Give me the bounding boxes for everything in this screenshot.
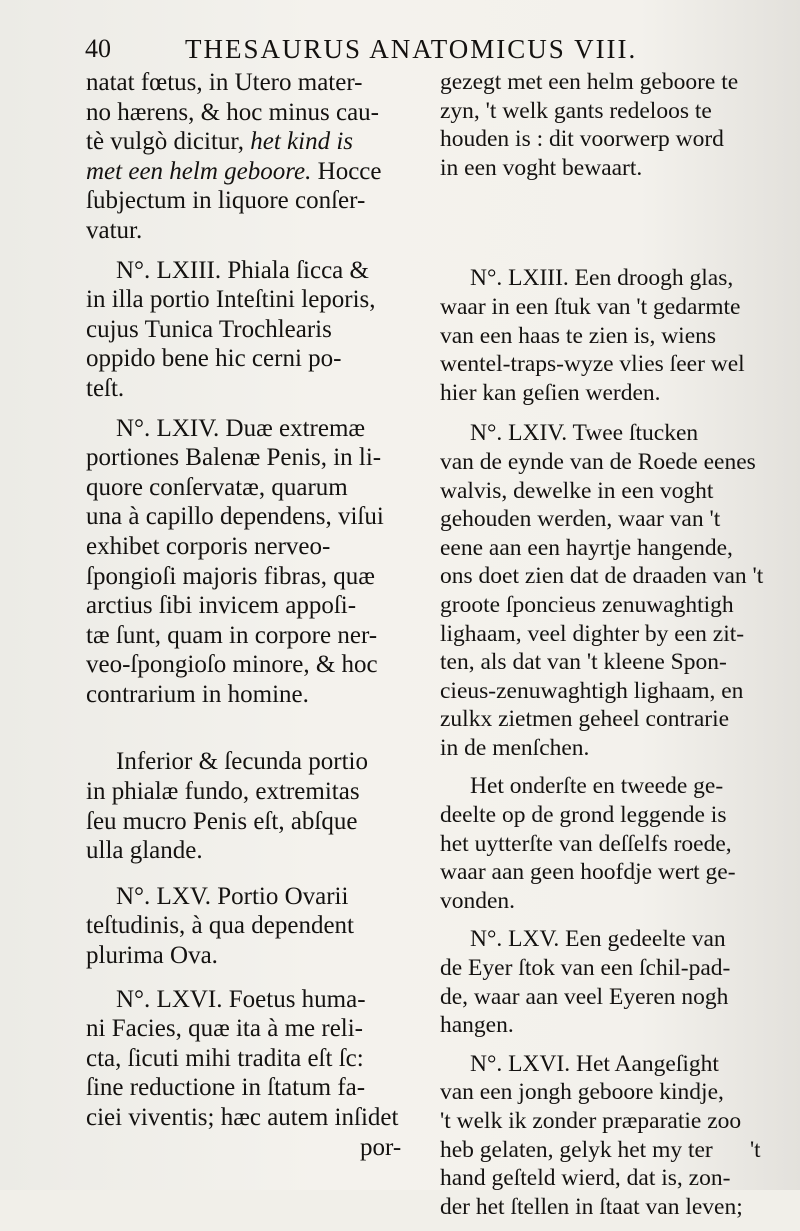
text-line: van de eynde van de Roede eenes [440,448,756,475]
text-line: van een haas te zien is, wiens [440,322,717,349]
text-line: N°. LXIV. Twee ſtucken [470,420,699,447]
italic-text: het kind is [250,128,354,156]
text-line: ciei viventis; hæc autem inſidet [86,1104,399,1131]
text-line: van een jongh geboore kindje, [440,1079,724,1106]
text-line: in een voght bewaart. [440,154,643,181]
text-line: Het onderſte en tweede ge- [470,773,724,800]
text-line: lighaam, veel dighter by een zit- [440,620,745,647]
text-line: zulkx zietmen geheel contrarie [440,706,730,733]
text-line: ulla glande. [86,837,203,865]
text-line: de, waar aan veel Eyeren nogh [440,983,729,1010]
dutch-paragraph-intro [440,68,770,182]
text-line: N°. LXIV. Duæ extremæ [116,414,366,442]
paragraph-gap [86,719,416,747]
text-line: 't welk ik zonder præparatie zoo [440,1108,742,1134]
text-line: waar aan geen hoofdje wert ge- [440,859,736,886]
text-line: deelte op de grond leggende is [440,802,727,829]
text-line: ni Facies, quæ ita à me reli- [86,1015,364,1043]
running-title: THESAURUS ANATOMICUS VIII. [185,34,638,64]
text-line: N°. LXV. Een gedeelte van [470,926,726,953]
text-line: de Eyer ſtok van een ſchil-pad- [440,955,731,982]
text-line: in de menſchen. [440,734,590,761]
latin-entry-63 [86,256,416,404]
text-line: contrarium in homine. [86,680,309,708]
latin-entry-65 [86,882,416,971]
text-line: groote ſponcieus zenuwaghtigh [440,591,734,618]
text-line: houden is : dit voorwerp word [440,126,724,153]
text-line: gezegt met een helm geboore te [440,69,739,95]
text-line: ſpongioſi majoris fibras, quæ [86,562,375,590]
text-line: vatur. [86,216,143,244]
dutch-entry-64 [440,419,770,762]
text-line: cieus-zenuwaghtigh lighaam, en [440,677,744,704]
latin-entry-64 [86,414,416,710]
text-line: oppido bene hic cerni po- [86,345,342,373]
text-line: waar in een ſtuk van 't gedarmte [440,293,741,320]
text-line: portiones Balenæ Penis, in li- [86,444,382,472]
text-line: het uytterſte van deſſelfs roede, [440,830,732,857]
italic-text: met een helm geboore. [86,157,312,185]
page-number: 40 [85,34,111,63]
text-line: wentel-traps-wyze vlies ſeer wel [440,351,745,378]
text-line: heb gelaten, gelyk het my ter [440,1136,713,1163]
text-line: cujus Tunica Trochlearis [86,315,332,343]
latin-paragraph-intro [86,68,416,246]
text-line: gehouden werden, waar van 't [440,506,721,533]
dutch-entry-66 [440,1050,770,1222]
text-line: plurima Ova. [86,942,218,970]
text-line: Inferior & ſecunda portio [116,748,368,776]
text-line: eene aan een hayrtje hangende, [440,534,733,561]
text-line: zyn, 't welk gants redeloos te [440,97,712,124]
dutch-entry-63 [440,264,770,407]
text-line: N°. LXVI. Foetus huma- [116,985,366,1013]
text-line: ten, als dat van 't kleene Spon- [440,649,727,676]
text-line: in phialæ fundo, extremitas [86,778,360,806]
text-line: cta, ſicuti mihi tradita eſt ſc: [86,1044,364,1072]
text-fragment: Hocce [317,157,382,185]
text-line: teſt. [86,374,125,402]
text-line: hangen. [440,1012,514,1039]
text-fragment: tè vulgò dicitur, [86,128,244,156]
text-line: ſine reductione in ſtatum fa- [86,1074,366,1102]
text-line: der het ſtellen in ſtaat van leven; [440,1193,743,1220]
text-line: tæ ſunt, quam in corpore ner- [86,621,378,649]
text-line [86,157,416,187]
text-line: N°. LXVI. Het Aangeſight [470,1050,719,1077]
text-line: natat fœtus, in Utero mater- [86,69,363,96]
text-line: arctius ſibi invicem appoſi- [86,592,357,620]
text-line: vonden. [440,887,516,914]
text-line: ons doet zien dat de draaden van 't [440,563,764,590]
latin-column [86,68,416,1143]
text-line: una à capillo dependens, viſui [86,503,384,531]
text-line: ſeu mucro Penis eſt, abſque [86,807,358,835]
text-line: veo-ſpongioſo minore, & hoc [86,651,378,679]
text-line: no hærens, & hoc minus cau- [86,98,380,126]
text-line: in illa portio Inteſtini leporis, [86,286,376,314]
latin-entry-66 [86,985,416,1133]
text-line: N°. LXIII. Een droogh glas, [470,265,734,292]
page-header [85,34,785,70]
text-line: hand geſteld wierd, dat is, zon- [440,1165,731,1192]
text-line: hier kan geſien werden. [440,379,661,406]
dutch-paragraph-lower [440,772,770,915]
text-line: ſubjectum in liquore conſer- [86,187,366,215]
dutch-catchword: 't [750,1137,761,1162]
text-line [86,127,416,157]
text-line: teſtudinis, à qua dependent [86,912,354,940]
latin-paragraph-inferior [86,747,416,865]
text-line: N°. LXV. Portio Ovarii [116,882,349,910]
dutch-entry-65 [440,925,770,1039]
text-line: quore conſervatæ, quarum [86,473,348,501]
text-line: N°. LXIII. Phiala ſicca & [116,256,369,284]
text-line: exhibet corporis nerveo- [86,532,331,560]
dutch-column [440,68,770,1231]
latin-catchword: por- [360,1134,402,1161]
text-line: walvis, dewelke in een voght [440,477,714,504]
